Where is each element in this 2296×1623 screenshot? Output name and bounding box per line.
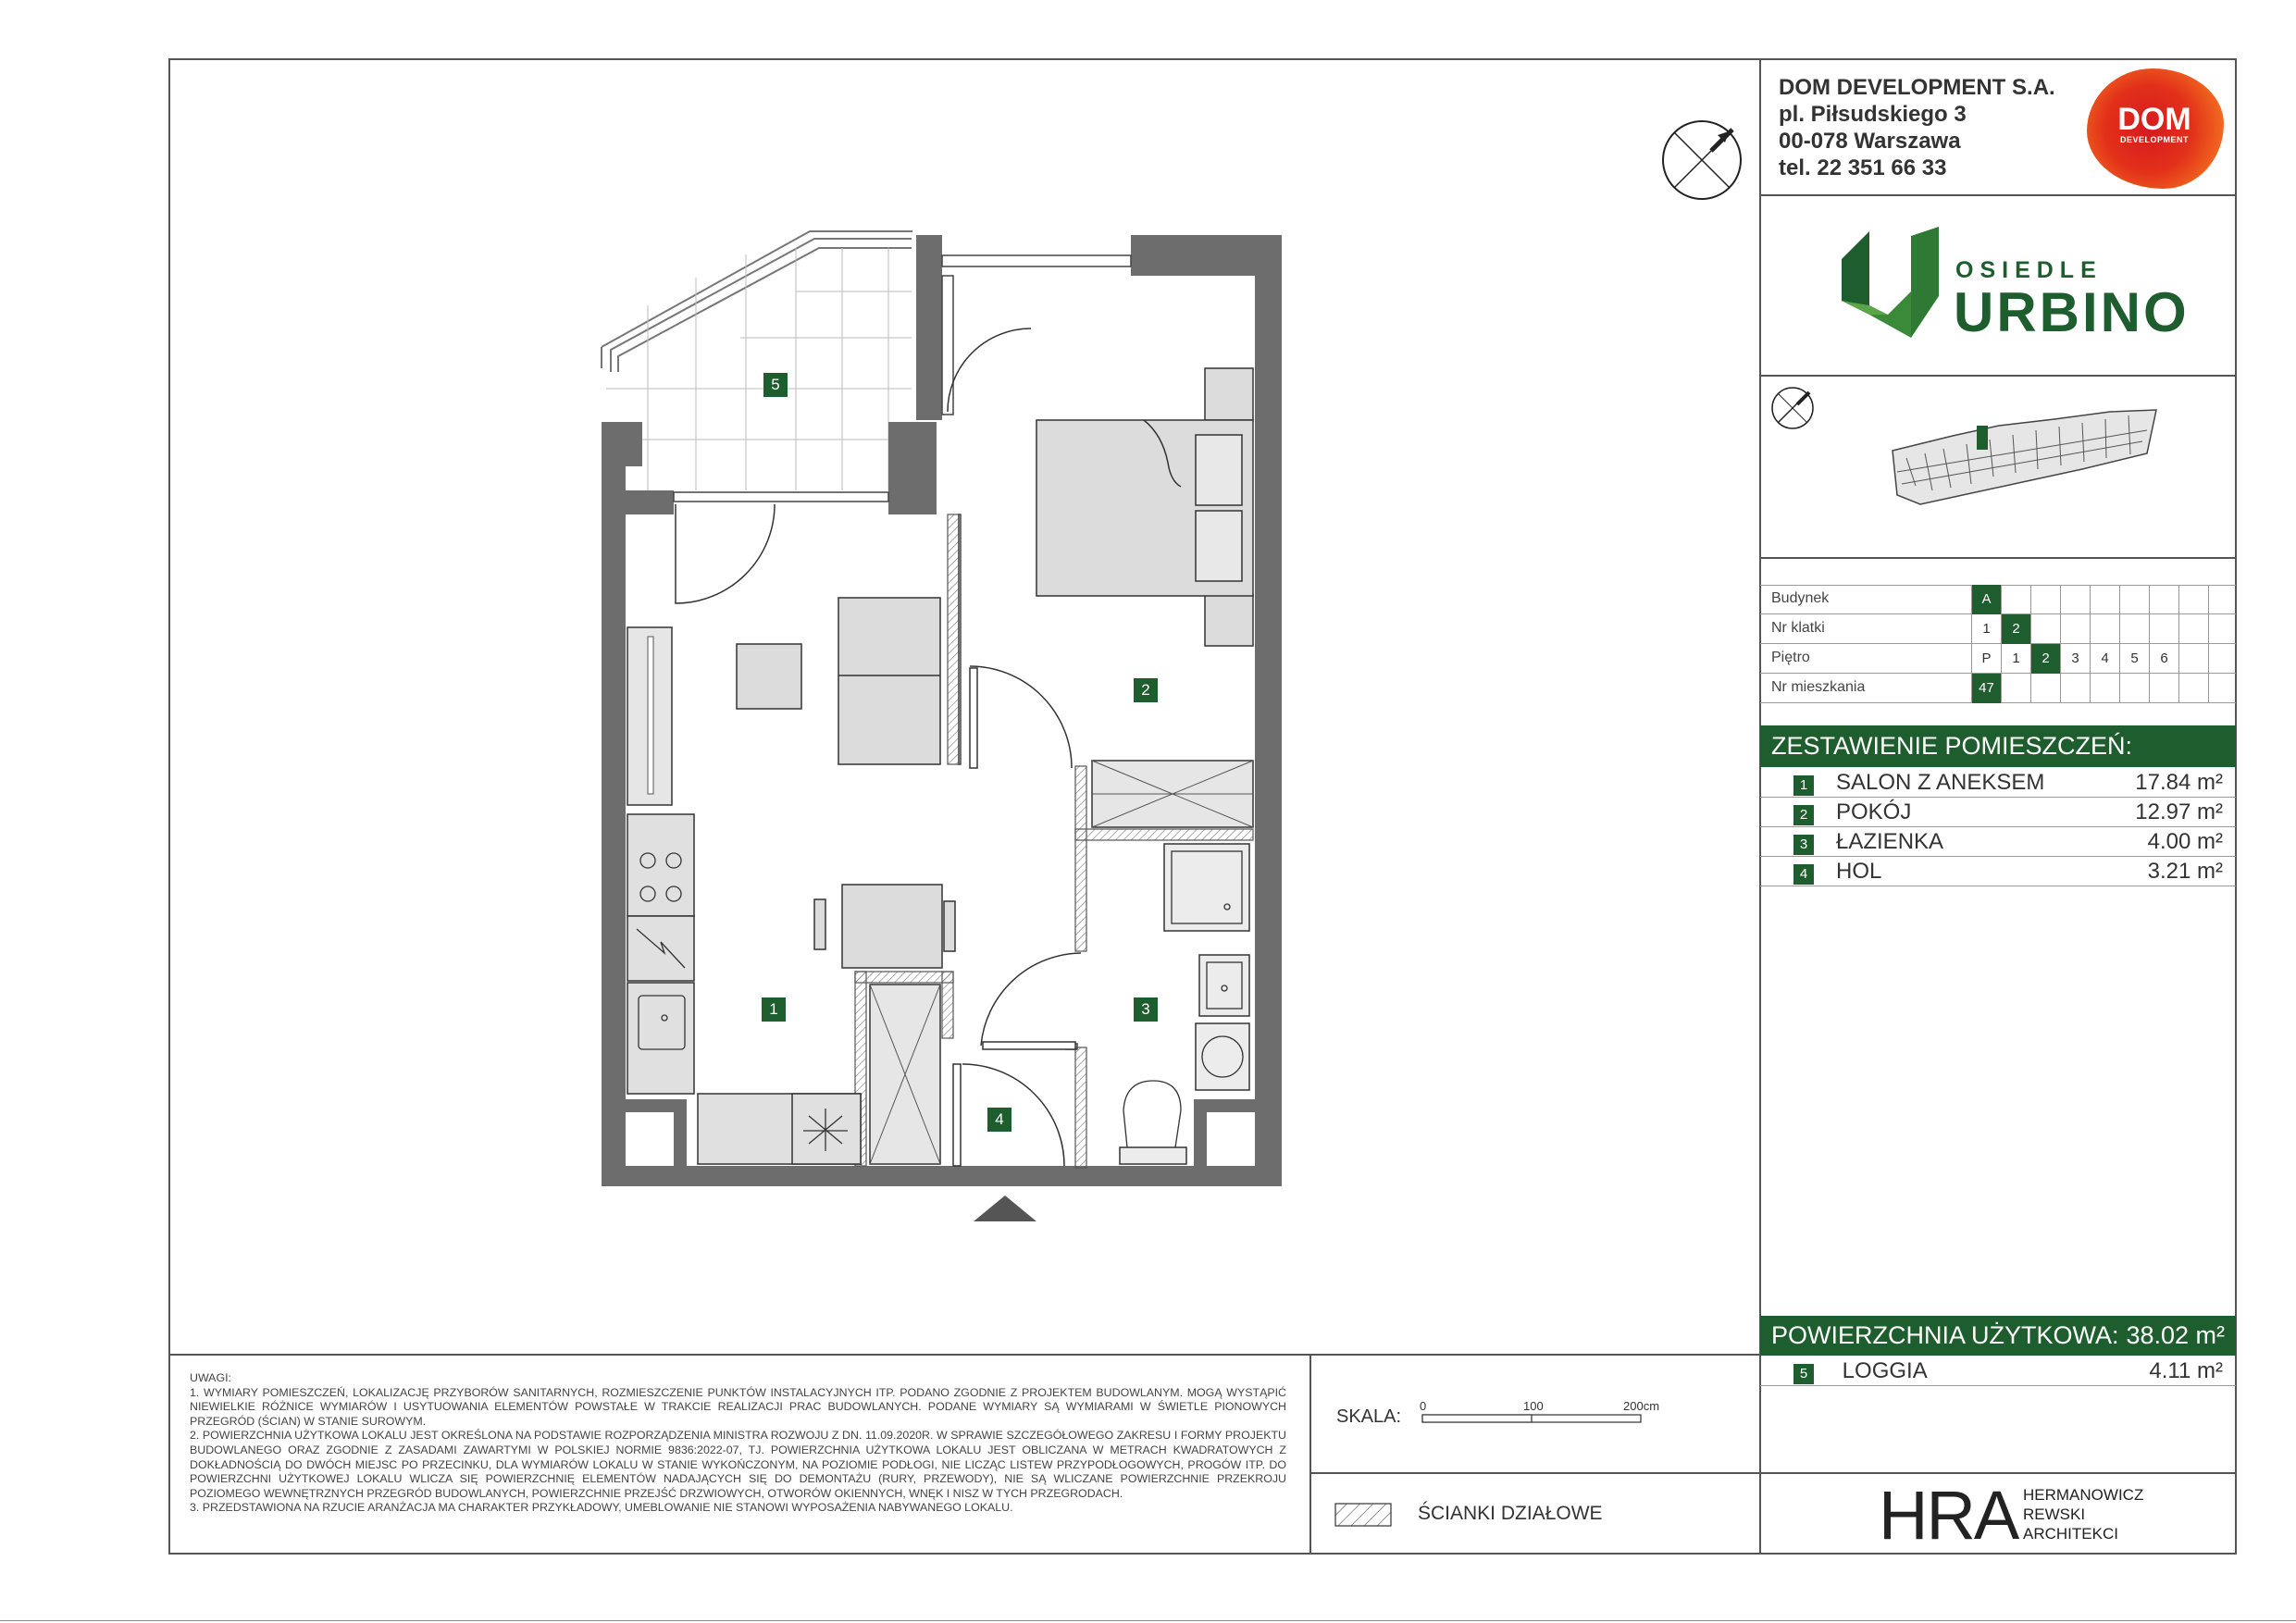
sidebar-sep — [1759, 194, 2237, 196]
room-number: 2 — [1793, 805, 1814, 825]
locator-cell: 6 — [2149, 644, 2178, 674]
locator-cell — [2001, 674, 2030, 703]
locator-cell — [2208, 585, 2238, 614]
scale-bar — [1421, 1414, 1644, 1425]
room-tag-5: 5 — [763, 373, 788, 397]
locator-cell — [2208, 644, 2238, 674]
total-area-label: POWIERZCHNIA UŻYTKOWA: — [1771, 1321, 2119, 1349]
loggia-name: LOGGIA — [1842, 1358, 1928, 1383]
north-arrow-icon — [1660, 118, 1744, 202]
locator-cell — [2178, 585, 2208, 614]
total-area-bar — [1760, 1316, 2236, 1356]
loggia-number: 5 — [1793, 1364, 1814, 1384]
locator-cell — [2149, 614, 2178, 644]
urbino-logo-icon — [1837, 227, 1948, 342]
locator-cell — [2149, 585, 2178, 614]
locator-label: Nr mieszkania — [1771, 679, 1866, 695]
locator-cell: P — [1971, 644, 2001, 674]
locator-cell — [2001, 585, 2030, 614]
locator-cell: 2 — [2030, 644, 2060, 674]
floor-plan — [592, 222, 1296, 1231]
locator-cell: 1 — [1971, 614, 2001, 644]
room-tag-4: 4 — [987, 1108, 1011, 1132]
locator-cell — [2178, 644, 2208, 674]
room-tag-3: 3 — [1134, 997, 1158, 1022]
room-tag-2: 2 — [1134, 678, 1158, 702]
room-number: 3 — [1793, 835, 1814, 855]
note-1: 1. WYMIARY POMIESZCZEŃ, LOKALIZACJĘ PRZYBORÓW SANITARNYCH, ROZMIESZCZENIE PUNKTÓW INSTALACYJNYCH ITP. PODANO ZGODNIE Z PROJEKTEM BUDOWLANYM. MOGĄ WYSTĄPIĆ NIEWIELKIE RÓŻNICE WYMIARÓW I USYTUOWANIA ELEMENTÓW POWSTAŁE W TRAKCIE REALIZACJI PRAC BUDOWLANYCH. PODANE WYMIARY SĄ WYMIARAMI W ŚWIETLE PIONOWYCH PRZEGRÓD (ŚCIAN) W STANIE SUROWYM. — [190, 1385, 1286, 1428]
room-row — [1760, 798, 2236, 827]
loggia-row — [1760, 1357, 2236, 1386]
company-block — [1779, 74, 2055, 181]
room-name: ŁAZIENKA — [1836, 829, 1944, 854]
room-name: HOL — [1836, 859, 1882, 884]
scale-tick-0: 0 — [1420, 1399, 1427, 1413]
company-phone: tel. 22 351 66 33 — [1779, 155, 1947, 180]
total-area-value: 38.02 m² — [2126, 1321, 2225, 1349]
note-3: 3. PRZEDSTAWIONA NA RZUCIE ARANŻACJA MA CHARAKTER PRZYKŁADOWY, UMEBLOWANIE NIE STANOWI WYPOSAŻENIA NABYWANEGO LOKALU. — [190, 1501, 1013, 1515]
company-name: DOM DEVELOPMENT S.A. — [1779, 75, 2055, 100]
locator-grid — [1760, 585, 2236, 703]
locator-cell — [2060, 585, 2090, 614]
locator-cell — [2178, 614, 2208, 644]
room-row — [1760, 768, 2236, 798]
locator-cell — [2060, 614, 2090, 644]
locator-cell: 47 — [1971, 674, 2001, 703]
locator-cell — [2149, 674, 2178, 703]
locator-label: Nr klatki — [1771, 620, 1825, 636]
room-number: 1 — [1793, 775, 1814, 796]
dom-logo-subtext: DEVELOPMENT — [2119, 135, 2189, 144]
room-row — [1760, 827, 2236, 857]
notes-divider — [168, 1354, 1760, 1356]
room-tag-1: 1 — [762, 997, 786, 1022]
room-area: 3.21 m² — [2147, 859, 2223, 884]
locator-cell — [2030, 614, 2060, 644]
loggia-area: 4.11 m² — [2149, 1358, 2223, 1383]
room-number: 4 — [1793, 864, 1814, 885]
locator-cell: 4 — [2090, 644, 2119, 674]
room-area: 4.00 m² — [2147, 829, 2223, 854]
sidebar-sep — [1759, 1472, 2237, 1474]
locator-cell — [2090, 614, 2119, 644]
project-name-line1: OSIEDLE — [1955, 257, 2103, 283]
locator-cell — [2030, 585, 2060, 614]
scale-tick-200: 200cm — [1623, 1399, 1660, 1413]
partition-legend-label: ŚCIANKI DZIAŁOWE — [1418, 1503, 1603, 1524]
dom-logo-text: DOM — [2117, 102, 2191, 137]
architect-line3: ARCHITEKCI — [2023, 1525, 2118, 1542]
sidebar-sep — [1759, 375, 2237, 377]
locator-cell — [2090, 585, 2119, 614]
notes — [190, 1371, 1286, 1516]
architect-line2: REWSKI — [2023, 1505, 2086, 1523]
locator-cell — [2178, 674, 2208, 703]
page-edge-line — [0, 1620, 2296, 1621]
architect-name — [2023, 1485, 2143, 1543]
room-name: POKÓJ — [1836, 799, 1912, 824]
summary-title: ZESTAWIENIE POMIESZCZEŃ: — [1760, 725, 2236, 767]
locator-cell: 3 — [2060, 644, 2090, 674]
locator-cell — [2119, 585, 2149, 614]
sidebar-sep — [1759, 557, 2237, 559]
partition-legend-icon — [1334, 1503, 1392, 1527]
company-city: 00-078 Warszawa — [1779, 129, 1961, 154]
locator-cell: 1 — [2001, 644, 2030, 674]
room-area: 17.84 m² — [2135, 770, 2223, 795]
locator-cell — [2060, 674, 2090, 703]
architect-mark: HRA — [1879, 1477, 2018, 1554]
locator-cell: 5 — [2119, 644, 2149, 674]
project-name-line2: URBINO — [1954, 281, 2190, 343]
notes-title: UWAGI: — [190, 1371, 231, 1384]
legend-divider — [1309, 1472, 1760, 1474]
room-row — [1760, 857, 2236, 886]
architect-line1: HERMANOWICZ — [2023, 1486, 2144, 1504]
locator-cell — [2030, 674, 2060, 703]
room-area: 12.97 m² — [2135, 799, 2223, 824]
locator-cell — [2090, 674, 2119, 703]
locator-label: Piętro — [1771, 650, 1810, 665]
locator-label: Budynek — [1771, 590, 1830, 606]
scale-tick-100: 100 — [1523, 1399, 1544, 1413]
locator-cell: 2 — [2001, 614, 2030, 644]
company-street: pl. Piłsudskiego 3 — [1779, 102, 1967, 127]
locator-cell — [2208, 674, 2238, 703]
locator-cell — [2119, 614, 2149, 644]
scale-label: SKALA: — [1336, 1406, 1402, 1427]
scale-divider — [1309, 1354, 1311, 1555]
note-2: 2. POWIERZCHNIA UŻYTKOWA LOKALU JEST OKREŚLONA NA PODSTAWIE ROZPORZĄDZENIA MINISTRA ROZWOJU Z DN. 11.09.2020R. W SPRAWIE SZCZEGÓŁOWEGO ZAKRESU I FORMY PROJEKTU BUDOWLANEGO ORAZ ZGODNIE Z ZASADAMI ZAWARTYMI W POLSKIEJ NORMIE 9836:2022-07, TJ. POWIERZCHNIA UŻYTKOWA LOKALU JEST OBLICZANA W METRACH KWADRATOWYCH Z DOKŁADNOŚCIĄ DO DWÓCH MIEJSC PO PRZECINKU, DLA WYMIARÓW LOKALU W STANIE WYKOŃCZONYM, NA POZIOMIE PODŁOGI, NIE LICZĄC LISTEW PRZYPODŁOGOWYCH, PROGÓW ITP. DO POWIERZCHNI UŻYTKOWEJ LOKALU WLICZA SIĘ POWIERZCHNIĘ ELEMENTÓW NADAJĄCYCH SIĘ DO DEMONTAŻU (RURY, PRZEWODY), NIE SĄ WLICZANE POWIERZCHNIE PRZEKROJU POZIOMEGO WEWNĘTRZNYCH PRZEGRÓD BUDOWLANYCH, POWIERZCHNIE PRZEJŚĆ DRZWIOWYCH, OTWORÓW OKIENNYCH, WNĘK I NISZ W TYCH PRZEGRODACH. — [190, 1429, 1286, 1500]
room-name: SALON Z ANEKSEM — [1836, 770, 2045, 795]
locator-cell: A — [1971, 585, 2001, 614]
site-key-plan — [1768, 384, 2230, 551]
locator-cell — [2208, 614, 2238, 644]
locator-cell — [2119, 674, 2149, 703]
